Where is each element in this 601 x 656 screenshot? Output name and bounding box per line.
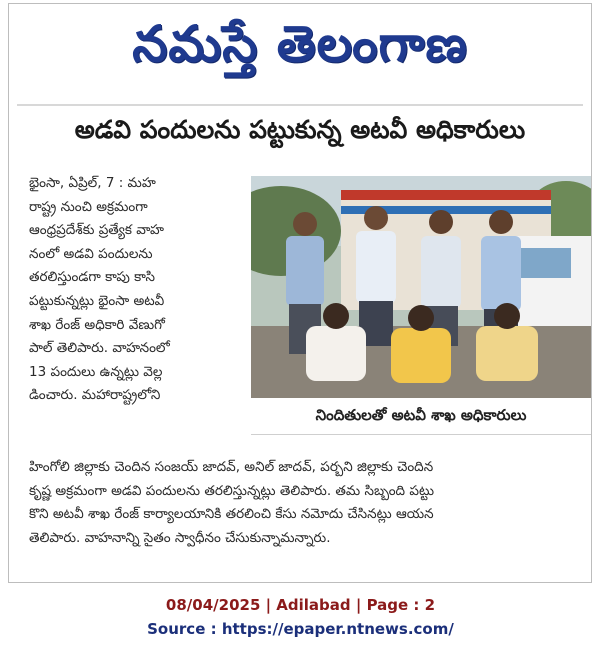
- column-line: తరలిస్తుండగా కాపు కాసి: [29, 269, 155, 286]
- news-photo: [251, 176, 591, 398]
- masthead: [9, 4, 591, 96]
- photo-caption: [251, 400, 591, 435]
- column-line: ఆంధ్రప్రదేశ్‌కు ప్రత్యేక వాహ: [29, 222, 164, 239]
- seated-people: [306, 303, 538, 383]
- newspaper-clipping: [8, 3, 592, 583]
- column-line: నంలో అడవి పందులను: [29, 245, 153, 262]
- headline-text: అడవి పందులను పట్టుకున్న అటవీ అధికారులు: [74, 115, 526, 144]
- column-line: 13 పందులు ఉన్నట్లు వెల్ల: [29, 363, 163, 380]
- body-line: కృష్ణ అక్రమంగా అడవి పందులను తరలిస్తున్నట్లు తెలిపారు. తమ సిబ్బంది పట్టు: [29, 482, 435, 499]
- caption-text: నిందితులతో అటవీ శాఖ అధికారులు: [315, 406, 527, 424]
- edition-info: 08/04/2025 | Adilabad | Page : 2: [165, 596, 436, 614]
- article-full-width-text: [29, 456, 579, 550]
- body-line: కొని అటవీ శాఖ రేంజ్ కార్యాలయానికి తరలించి కేసు నమోదు చేసినట్లు ఆయన: [29, 506, 434, 523]
- column-line: రాష్ట్ర నుంచి అక్రమంగా: [29, 198, 148, 215]
- newspaper-title: నమస్తే తెలంగాణ: [132, 14, 468, 73]
- column-line: పట్టుకున్నట్లు భైంసా అటవీ: [29, 292, 165, 309]
- source-link[interactable]: Source : https://epaper.ntnews.com/: [147, 620, 454, 638]
- masthead-divider: [17, 104, 583, 106]
- body-line: తెలిపారు. వాహనాన్ని సైతం స్వాధీనం చేసుకున్నామన్నారు.: [29, 529, 331, 546]
- body-line: హింగోలి జిల్లాకు చెందిన సంజయ్ జాదవ్, అనిల్ జాదవ్, పర్బని జిల్లాకు చెందిన: [29, 459, 434, 475]
- source-footer: [0, 593, 601, 641]
- column-line: పాల్ తెలిపారు. వాహనంలో: [29, 340, 170, 357]
- column-line: డించారు. మహారాష్ట్రలోని: [29, 387, 161, 404]
- photo-illustration: [251, 176, 591, 398]
- article-headline: [9, 112, 591, 154]
- column-line: భైంసా, ఏప్రిల్, 7 : మహ: [29, 175, 156, 191]
- article-column-text: [29, 172, 251, 408]
- column-line: శాఖ రేంజ్ అధికారి వేణుగో: [29, 316, 165, 333]
